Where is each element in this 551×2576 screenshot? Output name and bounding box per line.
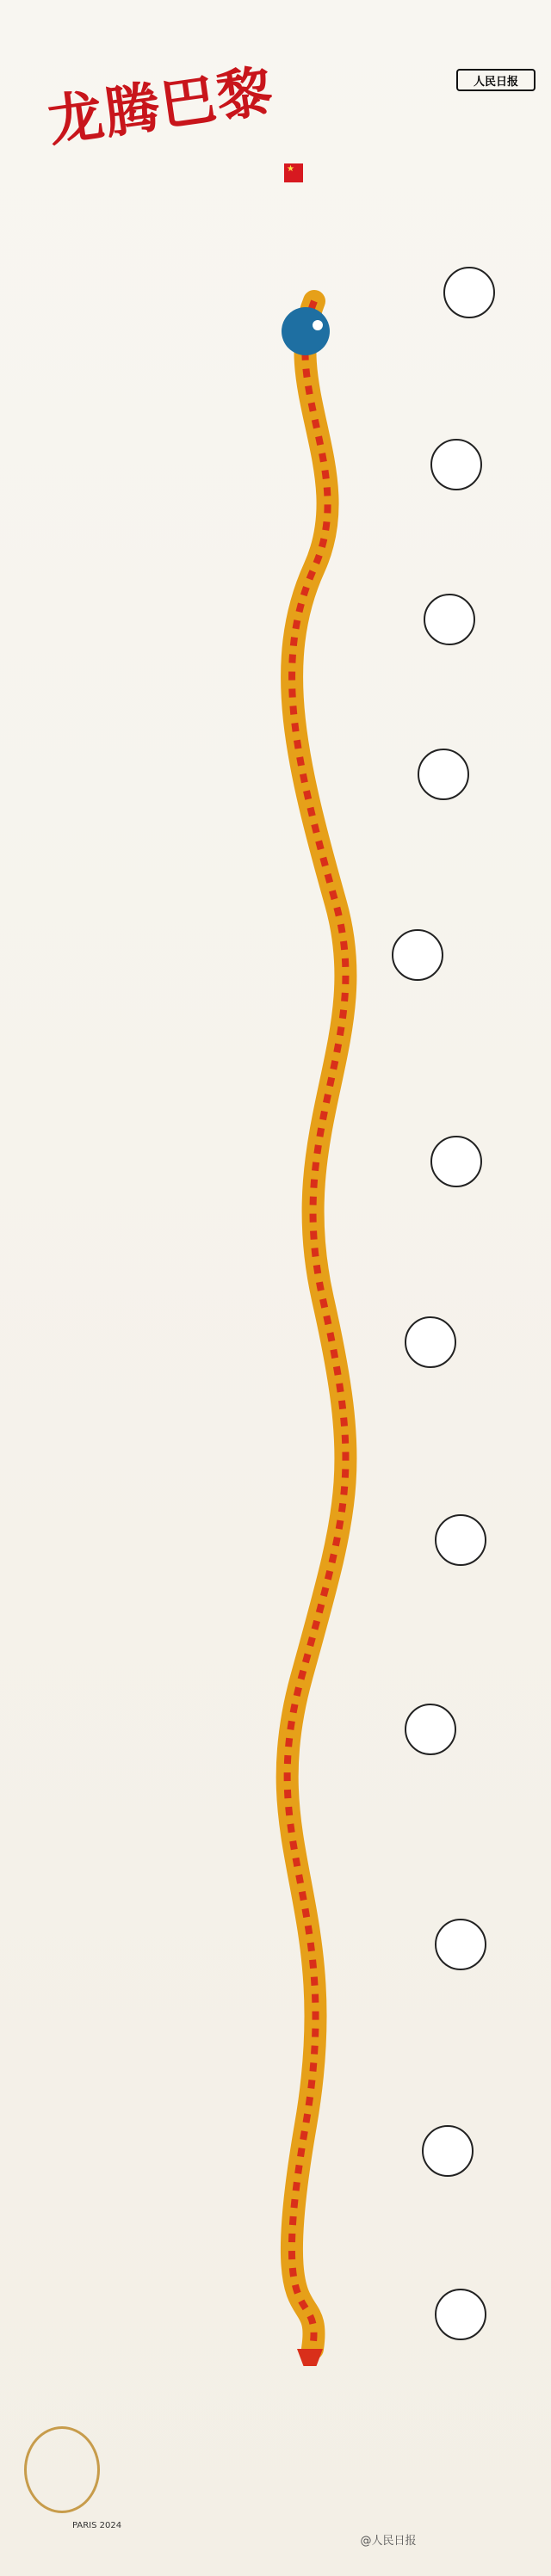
child-illustration — [405, 1316, 456, 1368]
child-illustration — [424, 594, 475, 645]
dragon-head — [282, 307, 330, 355]
people-daily-logo: 人民日报 — [456, 69, 536, 91]
child-illustration — [430, 439, 482, 490]
child-illustration — [435, 2289, 486, 2340]
dragon-illustration — [220, 284, 392, 2366]
child-illustration — [422, 2125, 474, 2177]
child-illustration — [435, 1514, 486, 1566]
child-illustration — [443, 267, 495, 318]
source-watermark: @人民日报 — [360, 2535, 417, 2548]
child-illustration — [418, 749, 469, 800]
sports-list — [29, 353, 236, 2254]
child-illustration — [392, 929, 443, 981]
child-illustration — [405, 1704, 456, 1755]
paris-label: PARIS 2024 — [72, 2521, 122, 2530]
china-flag-icon — [284, 163, 303, 182]
intro-text — [53, 163, 277, 219]
dragon-tail — [297, 2349, 323, 2366]
child-illustration — [430, 1136, 482, 1187]
poster-title: 龙腾巴黎 — [44, 59, 279, 155]
paris-2024-logo — [24, 2426, 100, 2513]
child-illustration — [435, 1919, 486, 1970]
